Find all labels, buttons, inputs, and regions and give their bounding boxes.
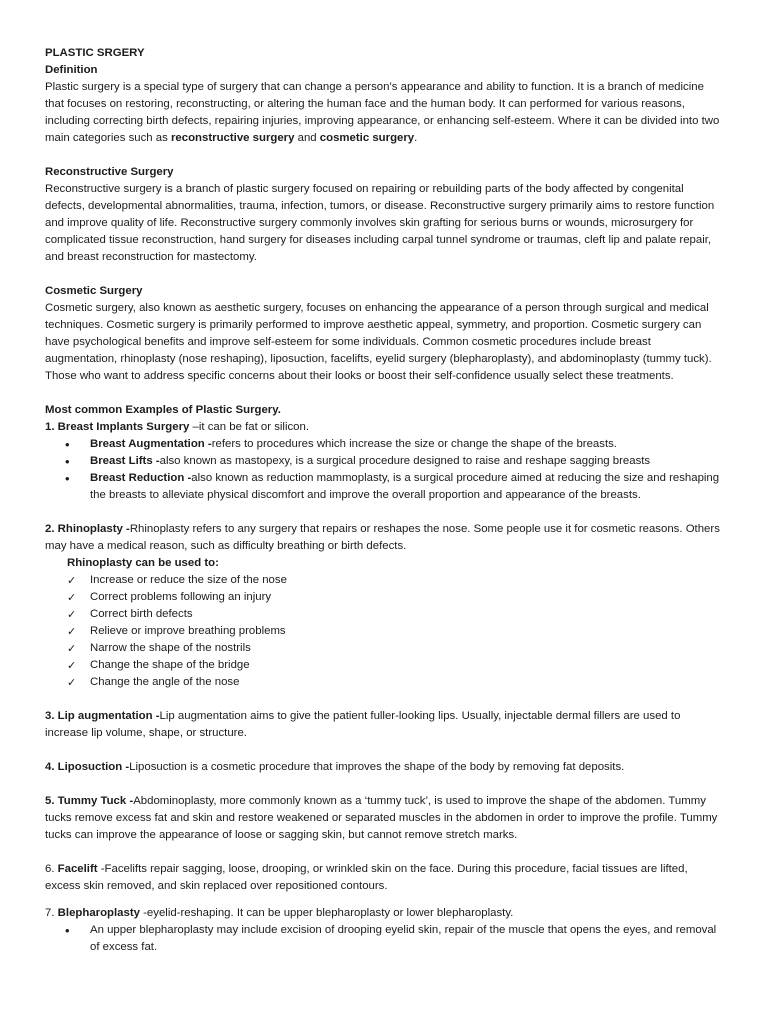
- definition-paragraph: Plastic surgery is a special type of surgery that can change a person’s appearance and ability to function. It is a branch of medicine that focuses on restoring, reconstructing, or altering the human face and the human body. It can performed for various reasons, including correcting birth defects, repairing injuries, improving appearance, or enhancing self-esteem. Where it can be divided into two main categories such as reconstructive surgery and cosmetic surgery.: [45, 81, 720, 144]
- section-lip-augmentation: 3. Lip augmentation -Lip augmentation aims to give the patient fuller-looking lips. Usually, injectable dermal fillers are used to increase lip volume, shape, or structure.: [45, 710, 681, 739]
- check-icon: ✓: [67, 676, 77, 689]
- check-icon: ✓: [67, 608, 77, 621]
- list-item: ✓ Narrow the shape of the nostrils: [67, 642, 251, 655]
- section-blepharoplasty: 7. Blepharoplasty -eyelid-reshaping. It can be upper blepharoplasty or lower blepharoplasty.: [45, 907, 514, 919]
- section-breast-implants: 1. Breast Implants Surgery –it can be fat or silicon.: [45, 421, 310, 433]
- document-page: [45, 45, 723, 956]
- section-rhinoplasty: 2. Rhinoplasty -Rhinoplasty refers to any surgery that repairs or reshapes the nose. Some people use it for cosmetic reasons. Others may have a medical reason, such as difficulty breathing or birth defects.: [45, 523, 720, 552]
- reconstructive-heading: Reconstructive Surgery: [45, 166, 174, 178]
- list-item: • An upper blepharoplasty may include excision of drooping eyelid skin, repair of the muscle that opens the eyes, and removal of excess fat.: [45, 922, 723, 956]
- cosmetic-paragraph: Cosmetic surgery, also known as aesthetic surgery, focuses on enhancing the appearance of a person through surgical and medical techniques. Cosmetic surgery is primarily performed to improve aesthetic appeal, symmetry, and proportion. Cosmetic surgery can have psychological benefits and improve self-esteem for some individuals. Common cosmetic procedures include breast augmentation, rhinoplasty (nose reshaping), liposuction, facelifts, eyelid surgery (blepharoplasty), and abdominoplasty (tummy tuck). Those who want to address specific concerns about their looks or boost their self-confidence usually select these treatments.: [45, 302, 712, 382]
- rhinoplasty-uses-list: [67, 572, 723, 691]
- list-item: ✓ Change the shape of the bridge: [67, 659, 250, 672]
- check-icon: ✓: [67, 574, 77, 587]
- examples-heading: Most common Examples of Plastic Surgery.: [45, 404, 281, 416]
- definition-heading: Definition: [45, 64, 98, 76]
- reconstructive-paragraph: Reconstructive surgery is a branch of plastic surgery focused on repairing or rebuilding parts of the body affected by congenital defects, developmental abnormalities, trauma, infection, tumors, or disease. Reconstructive surgery primarily aims to restore function and improve quality of life. Reconstructive surgery commonly involves skin grafting for serious burns or wounds, microsurgery for complicated tissue reconstruction, hand surgery for diseases including carpal tunnel syndrome or traumas, cleft lip and palate repair, and breast reconstruction for mastectomy.: [45, 183, 715, 263]
- blepharoplasty-list: [45, 922, 723, 956]
- cosmetic-heading: Cosmetic Surgery: [45, 285, 143, 297]
- check-icon: ✓: [67, 642, 77, 655]
- list-item: ✓ Correct problems following an injury: [67, 591, 272, 604]
- document-title: PLASTIC SRGERY: [45, 47, 145, 59]
- section-facelift: 6. Facelift -Facelifts repair sagging, loose, drooping, or wrinkled skin on the face. During this procedure, facial tissues are lifted, excess skin removed, and skin replaced over repositioned contours.: [45, 863, 688, 892]
- list-item: ✓ Relieve or improve breathing problems: [67, 625, 286, 638]
- check-icon: ✓: [67, 591, 77, 604]
- list-item: ✓ Correct birth defects: [67, 608, 193, 621]
- list-item: ✓ Increase or reduce the size of the nose: [67, 574, 287, 587]
- list-item: • Breast Lifts -also known as mastopexy, is a surgical procedure designed to raise and reshape sagging breasts: [45, 453, 723, 470]
- check-icon: ✓: [67, 625, 77, 638]
- list-item: • Breast Augmentation -refers to procedures which increase the size or change the shape of the breasts.: [45, 436, 723, 453]
- list-item: • Breast Reduction -also known as reduction mammoplasty, is a surgical procedure aimed at reducing the size and reshaping the breasts to alleviate physical discomfort and improve the overall proportion and appearance of the breasts.: [45, 470, 723, 504]
- list-item: ✓ Change the angle of the nose: [67, 676, 240, 689]
- check-icon: ✓: [67, 659, 77, 672]
- breast-procedures-list: [45, 436, 723, 504]
- rhinoplasty-subheading: Rhinoplasty can be used to:: [67, 557, 219, 569]
- section-liposuction: 4. Liposuction -Liposuction is a cosmetic procedure that improves the shape of the body by removing fat deposits.: [45, 761, 625, 773]
- section-tummy-tuck: 5. Tummy Tuck -Abdominoplasty, more commonly known as a ‘tummy tuck’, is used to improve the shape of the abdomen. Tummy tucks remove excess fat and skin and restore weakened or separated muscles in the abdomen in order to improve the profile. Tummy tucks can improve the appearance of loose or sagging skin, but cannot remove stretch marks.: [45, 795, 718, 841]
